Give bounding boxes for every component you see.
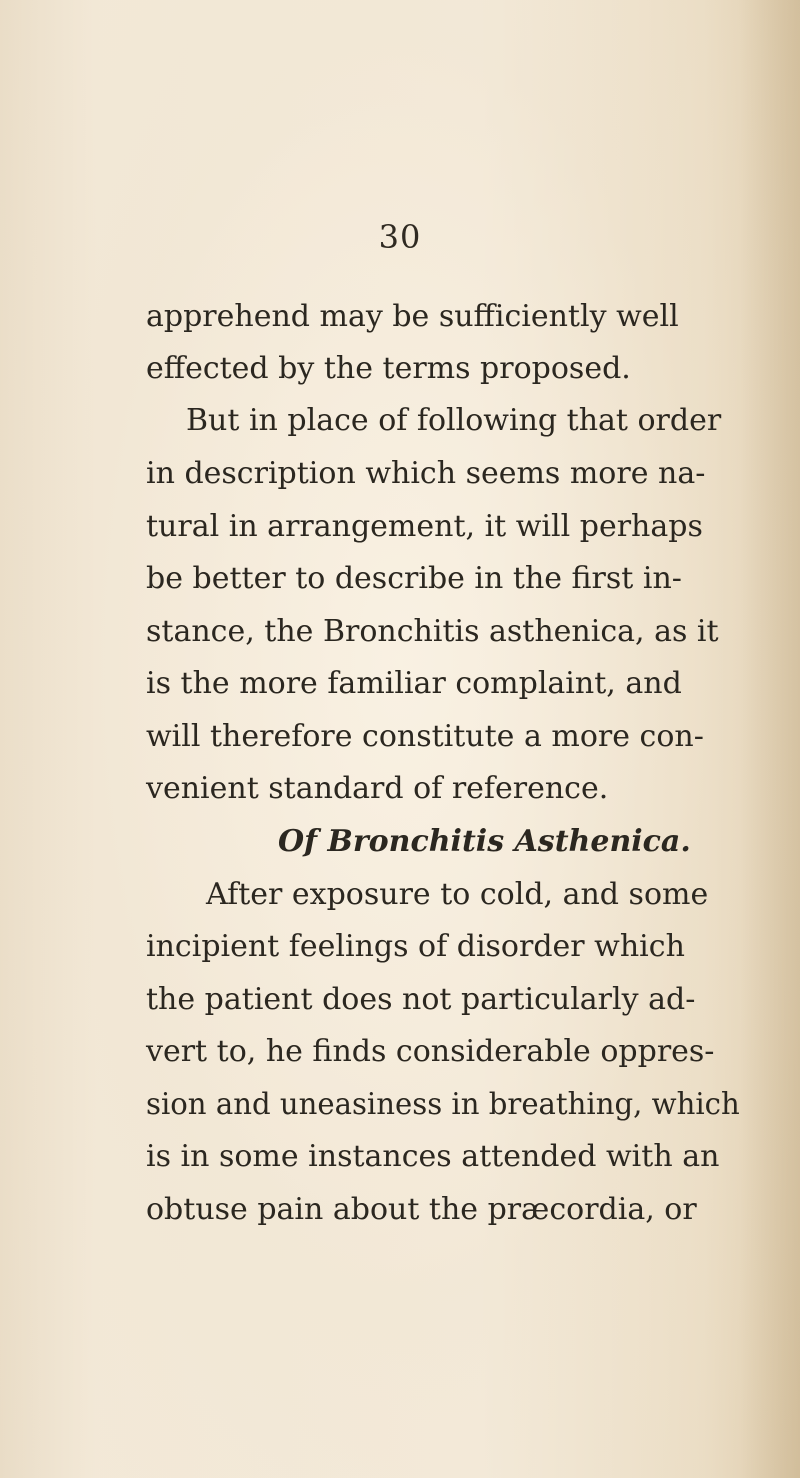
text-line [0, 605, 800, 659]
text-line [0, 1130, 800, 1184]
text-line [0, 973, 800, 1027]
text-line [0, 500, 800, 554]
text-line-content: incipient feelings of disorder which [146, 929, 685, 964]
text-line-content: effected by the terms proposed. [146, 351, 631, 386]
text-line [0, 762, 800, 816]
text-line-content: vert to, he finds considerable oppres- [146, 1034, 715, 1069]
text-line-content: apprehend may be sufficiently well [146, 299, 679, 334]
text-line-content: will therefore constitute a more con- [146, 719, 704, 754]
text-line-content: in description which seems more na- [146, 456, 706, 491]
page-number: 30 [378, 218, 422, 256]
text-line-content: be better to describe in the first in- [146, 561, 682, 596]
text-line [0, 920, 800, 974]
text-line-content: the patient does not particularly ad- [146, 982, 696, 1017]
text-line [0, 1025, 800, 1079]
text-line-content: is in some instances attended with an [146, 1139, 720, 1174]
text-line-content: venient standard of reference. [146, 771, 609, 806]
text-line-content: After exposure to cold, and some [206, 877, 709, 912]
section-heading-text: Of Bronchitis Asthenica. [278, 824, 691, 859]
text-line [0, 394, 800, 448]
text-line-content: stance, the Bronchitis asthenica, as it [146, 614, 719, 649]
text-line-content: sion and uneasiness in breathing, which [146, 1087, 740, 1122]
text-line-content: obtuse pain about the præcordia, or [146, 1192, 697, 1227]
text-line [0, 1078, 800, 1132]
text-line [0, 1183, 800, 1237]
section-heading [0, 815, 800, 869]
text-line [0, 552, 800, 606]
text-line [0, 447, 800, 501]
text-line-content: is the more familiar complaint, and [146, 666, 682, 701]
text-line [0, 290, 800, 344]
text-line-content: tural in arrangement, it will perhaps [146, 509, 703, 544]
text-line [0, 868, 800, 922]
text-line-content: But in place of following that order [186, 403, 722, 438]
text-line [0, 657, 800, 711]
text-line [0, 342, 800, 396]
text-line [0, 710, 800, 764]
